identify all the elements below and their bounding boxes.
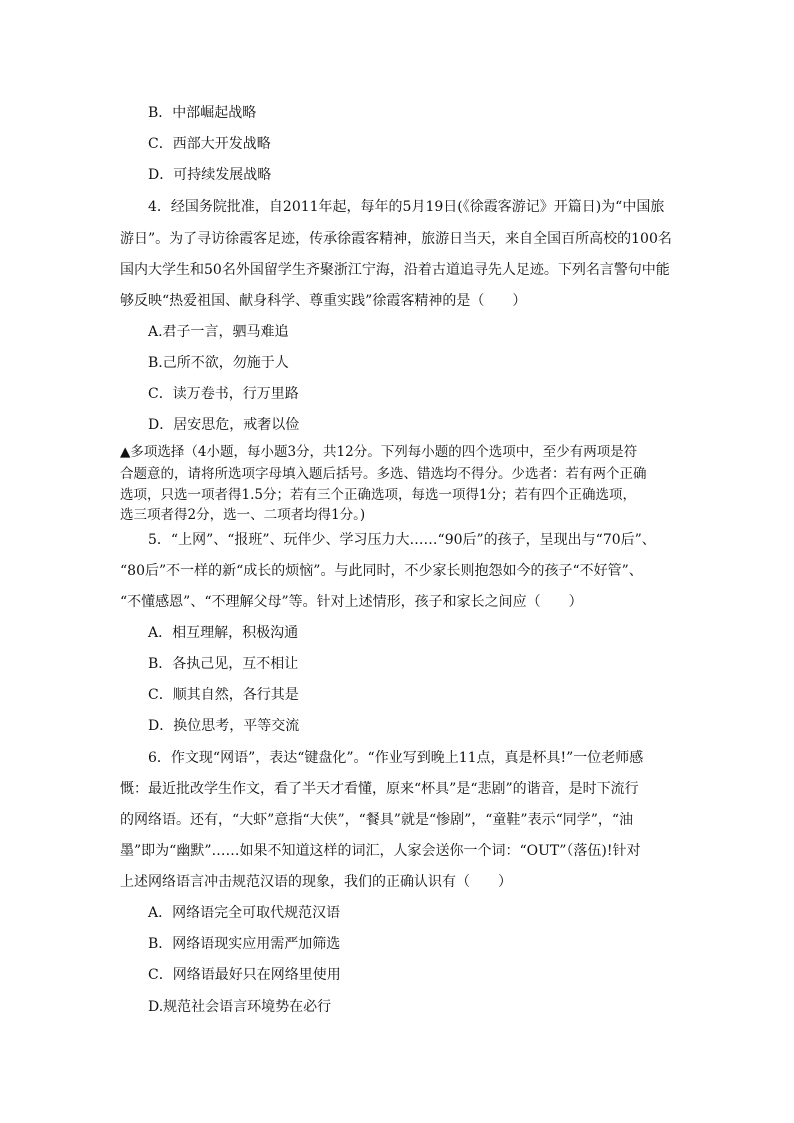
q6-option-a: A．网络语完全可取代规范汉语 xyxy=(148,905,341,921)
q6-stem-line-3: 的网络语。还有，“大虾”意指“大侠”，“餐具”就是“惨剧”，“童鞋”表示“同学”，“油 xyxy=(120,812,634,828)
q5-option-b: B．各执己见，互不相让 xyxy=(148,656,299,672)
q6-option-c: C．网络语最好只在网络里使用 xyxy=(148,967,341,983)
q5-option-a: A．相互理解，积极沟通 xyxy=(148,625,299,641)
q4-stem-line-1: 4．经国务院批准，自2011年起，每年的5月19日(《徐霞客游记》开篇日)为“中国旅 xyxy=(148,199,665,215)
q6-option-b: B．网络语现实应用需严加筛选 xyxy=(148,936,341,952)
q6-stem-line-2: 慨：最近批改学生作文，看了半天才看懂，原来“杯具”是“悲剧”的谐音，是时下流行 xyxy=(120,781,639,797)
q6-stem-line-4: 墨”即为“幽默”……如果不知道这样的词汇，人家会送你一个词：“OUT”（落伍)!针对 xyxy=(120,843,641,859)
q6-option-d: D.规范社会语言环境势在必行 xyxy=(148,999,332,1015)
q5-option-c: C．顺其自然，各行其是 xyxy=(148,687,299,703)
q3-option-b: B．中部崛起战略 xyxy=(148,105,257,121)
q6-stem-line-1: 6．作文现“网语”，表达“键盘化”。“作业写到晚上11点，真是杯具!”一位老师感 xyxy=(148,750,644,766)
q3-option-d: D．可持续发展战略 xyxy=(148,167,272,183)
q3-option-c: C．西部大开发战略 xyxy=(148,136,271,152)
q4-option-c: C．读万卷书，行万里路 xyxy=(148,386,299,402)
q6-stem-line-5: 上述网络语言冲击规范汉语的现象，我们的正确认识有（ ） xyxy=(120,874,512,890)
section-instructions-line-4: 选三项者得2分，选一、二项者均得1分。) xyxy=(120,507,366,523)
q4-stem-line-4: 够反映“热爱祖国、献身科学、尊重实践”徐霞客精神的是（ ） xyxy=(120,293,527,309)
q4-option-b: B.己所不欲，勿施于人 xyxy=(148,355,289,371)
q4-stem-line-2: 游日”。为了寻访徐霞客足迹，传承徐霞客精神，旅游日当天，来自全国百所高校的100名 xyxy=(120,231,672,247)
q4-option-d: D．居安思危，戒奢以俭 xyxy=(148,417,300,433)
section-instructions-line-1: ▲多项选择（4小题，每小题3分，共12分。下列每小题的四个选项中，至少有两项是符 xyxy=(120,444,638,460)
q5-stem-line-2: “80后”不一样的新“成长的烦恼”。与此同时，不少家长则抱怨如今的孩子“不好管”、 xyxy=(120,563,643,579)
q4-option-a: A.君子一言，驷马难追 xyxy=(148,324,289,340)
section-instructions-line-3: 选项，只选一项者得1.5分；若有三个正确选项，每选一项得1分；若有四个正确选项， xyxy=(120,487,637,503)
q4-stem-line-3: 国内大学生和50名外国留学生齐聚浙江宁海，沿着古道追寻先人足迹。下列名言警句中能 xyxy=(120,262,670,278)
section-instructions-line-2: 合题意的，请将所选项字母填入题后括号。多选、错选均不得分。少选者：若有两个正确 xyxy=(120,466,647,482)
q5-option-d: D．换位思考，平等交流 xyxy=(148,718,300,734)
q5-stem-line-1: 5．“上网”、“报班”、玩伴少、学习压力大……“90后”的孩子，呈现出与“70后”、 xyxy=(148,532,656,548)
q5-stem-line-3: “不懂感恩”、“不理解父母”等。针对上述情形，孩子和家长之间应（ ） xyxy=(120,594,583,610)
